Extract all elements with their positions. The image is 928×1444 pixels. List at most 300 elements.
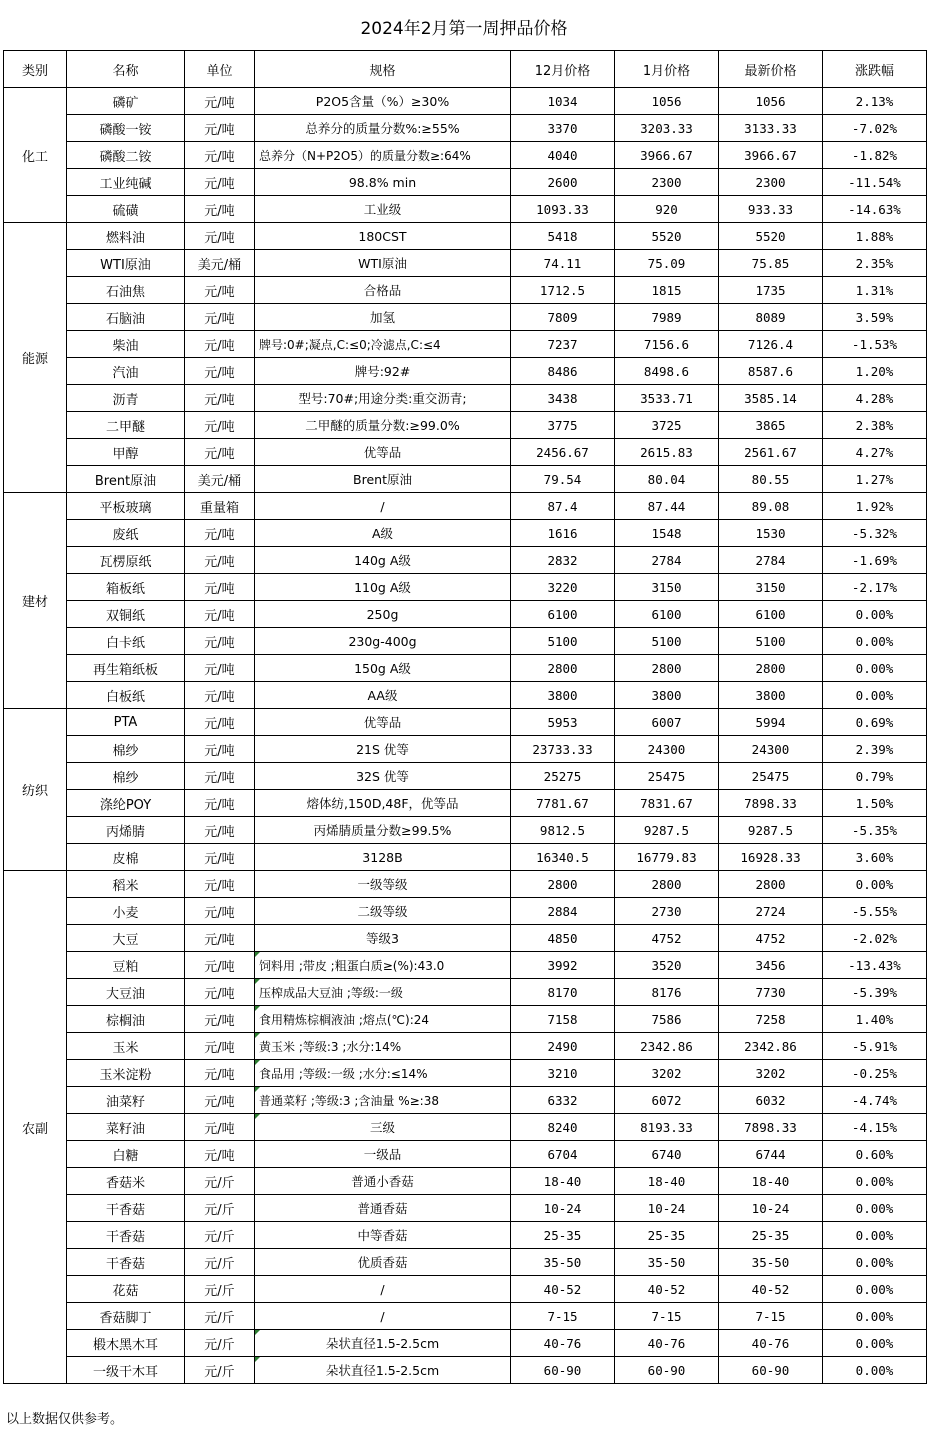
item-unit-cell: 元/吨 <box>185 979 255 1006</box>
item-unit-cell: 元/吨 <box>185 898 255 925</box>
change-pct-cell: -5.39% <box>823 979 927 1006</box>
dec-price-cell: 2832 <box>511 547 615 574</box>
jan-price-cell: 2730 <box>615 898 719 925</box>
jan-price-cell: 5520 <box>615 223 719 250</box>
item-spec-cell: 优质香菇 <box>255 1249 511 1276</box>
change-pct-cell: 1.40% <box>823 1006 927 1033</box>
item-name-cell: 皮棉 <box>67 844 185 871</box>
item-unit-cell: 元/吨 <box>185 682 255 709</box>
jan-price-cell: 3203.33 <box>615 115 719 142</box>
item-spec-cell: 等级3 <box>255 925 511 952</box>
latest-price-cell: 10-24 <box>719 1195 823 1222</box>
item-name-cell: 干香菇 <box>67 1249 185 1276</box>
item-name-cell: 沥青 <box>67 385 185 412</box>
latest-price-cell: 18-40 <box>719 1168 823 1195</box>
table-row <box>4 358 927 385</box>
change-pct-cell: 0.00% <box>823 1357 927 1384</box>
table-row <box>4 628 927 655</box>
item-name-cell: Brent原油 <box>67 466 185 493</box>
jan-price-cell: 6100 <box>615 601 719 628</box>
dec-price-cell: 7158 <box>511 1006 615 1033</box>
item-unit-cell: 元/斤 <box>185 1276 255 1303</box>
item-spec-cell: 压榨成品大豆油 ;等级:一级 <box>255 979 511 1006</box>
item-spec-cell: 牌号:0#;凝点,C:≤0;冷滤点,C:≤4 <box>255 331 511 358</box>
table-row <box>4 88 927 115</box>
table-row <box>4 520 927 547</box>
latest-price-cell: 35-50 <box>719 1249 823 1276</box>
latest-price-cell: 8089 <box>719 304 823 331</box>
jan-price-cell: 6007 <box>615 709 719 736</box>
latest-price-cell: 2300 <box>719 169 823 196</box>
item-name-cell: 燃料油 <box>67 223 185 250</box>
dec-price-cell: 4040 <box>511 142 615 169</box>
jan-price-cell: 1815 <box>615 277 719 304</box>
item-spec-cell: 普通香菇 <box>255 1195 511 1222</box>
jan-price-cell: 6740 <box>615 1141 719 1168</box>
item-unit-cell: 元/吨 <box>185 1114 255 1141</box>
dec-price-cell: 1712.5 <box>511 277 615 304</box>
table-row <box>4 1249 927 1276</box>
dec-price-cell: 1616 <box>511 520 615 547</box>
item-spec-cell: 一级等级 <box>255 871 511 898</box>
latest-price-cell: 7258 <box>719 1006 823 1033</box>
change-pct-cell: 0.00% <box>823 1249 927 1276</box>
category-cell: 能源 <box>4 223 67 493</box>
table-row <box>4 1060 927 1087</box>
change-pct-cell: -5.91% <box>823 1033 927 1060</box>
item-unit-cell: 元/斤 <box>185 1303 255 1330</box>
change-pct-cell: -14.63% <box>823 196 927 223</box>
jan-price-cell: 80.04 <box>615 466 719 493</box>
item-unit-cell: 元/吨 <box>185 277 255 304</box>
jan-price-cell: 8193.33 <box>615 1114 719 1141</box>
latest-price-cell: 25475 <box>719 763 823 790</box>
item-name-cell: 硫磺 <box>67 196 185 223</box>
item-unit-cell: 元/吨 <box>185 628 255 655</box>
dec-price-cell: 35-50 <box>511 1249 615 1276</box>
change-pct-cell: 0.00% <box>823 601 927 628</box>
item-unit-cell: 元/斤 <box>185 1330 255 1357</box>
latest-price-cell: 3133.33 <box>719 115 823 142</box>
table-row <box>4 331 927 358</box>
jan-price-cell: 75.09 <box>615 250 719 277</box>
table-row <box>4 1276 927 1303</box>
item-unit-cell: 元/吨 <box>185 88 255 115</box>
item-name-cell: 白糖 <box>67 1141 185 1168</box>
item-name-cell: 油菜籽 <box>67 1087 185 1114</box>
jan-price-cell: 7156.6 <box>615 331 719 358</box>
item-spec-cell: 朵状直径1.5-2.5cm <box>255 1357 511 1384</box>
dec-price-cell: 2490 <box>511 1033 615 1060</box>
item-spec-cell: 熔体纺,150D,48F，优等品 <box>255 790 511 817</box>
latest-price-cell: 3202 <box>719 1060 823 1087</box>
change-pct-cell: 0.00% <box>823 1303 927 1330</box>
item-unit-cell: 美元/桶 <box>185 466 255 493</box>
item-spec-cell: 三级 <box>255 1114 511 1141</box>
jan-price-cell: 7831.67 <box>615 790 719 817</box>
item-unit-cell: 元/吨 <box>185 1141 255 1168</box>
latest-price-cell: 6100 <box>719 601 823 628</box>
dec-price-cell: 23733.33 <box>511 736 615 763</box>
latest-price-cell: 3456 <box>719 952 823 979</box>
change-pct-cell: 2.39% <box>823 736 927 763</box>
item-spec-cell: 250g <box>255 601 511 628</box>
change-pct-cell: -11.54% <box>823 169 927 196</box>
table-row <box>4 763 927 790</box>
item-spec-cell: 优等品 <box>255 439 511 466</box>
item-spec-cell: / <box>255 1303 511 1330</box>
item-unit-cell: 元/斤 <box>185 1357 255 1384</box>
item-name-cell: 二甲醚 <box>67 412 185 439</box>
dec-price-cell: 6704 <box>511 1141 615 1168</box>
dec-price-cell: 3800 <box>511 682 615 709</box>
dec-price-cell: 3992 <box>511 952 615 979</box>
latest-price-cell: 40-52 <box>719 1276 823 1303</box>
dec-price-cell: 6100 <box>511 601 615 628</box>
latest-price-cell: 2800 <box>719 655 823 682</box>
dec-price-cell: 8486 <box>511 358 615 385</box>
item-spec-cell: 二甲醚的质量分数:≥99.0% <box>255 412 511 439</box>
table-row <box>4 223 927 250</box>
item-unit-cell: 美元/桶 <box>185 250 255 277</box>
item-name-cell: 椴木黑木耳 <box>67 1330 185 1357</box>
latest-price-cell: 9287.5 <box>719 817 823 844</box>
dec-price-cell: 79.54 <box>511 466 615 493</box>
dec-price-cell: 7237 <box>511 331 615 358</box>
latest-price-cell: 3585.14 <box>719 385 823 412</box>
jan-price-cell: 2784 <box>615 547 719 574</box>
item-name-cell: 平板玻璃 <box>67 493 185 520</box>
change-pct-cell: -1.82% <box>823 142 927 169</box>
dec-price-cell: 5418 <box>511 223 615 250</box>
change-pct-cell: -4.74% <box>823 1087 927 1114</box>
table-row <box>4 682 927 709</box>
item-unit-cell: 元/吨 <box>185 169 255 196</box>
item-name-cell: 稻米 <box>67 871 185 898</box>
dec-price-cell: 7-15 <box>511 1303 615 1330</box>
item-unit-cell: 元/吨 <box>185 439 255 466</box>
item-spec-cell: 饲料用 ;带皮 ;粗蛋白质≥(%):43.0 <box>255 952 511 979</box>
dec-price-cell: 60-90 <box>511 1357 615 1384</box>
table-row <box>4 547 927 574</box>
item-unit-cell: 元/斤 <box>185 1249 255 1276</box>
latest-price-cell: 7898.33 <box>719 1114 823 1141</box>
col-header-jan-price: 1月价格 <box>615 51 719 88</box>
item-spec-cell: AA级 <box>255 682 511 709</box>
jan-price-cell: 35-50 <box>615 1249 719 1276</box>
jan-price-cell: 4752 <box>615 925 719 952</box>
latest-price-cell: 80.55 <box>719 466 823 493</box>
item-spec-cell: 工业级 <box>255 196 511 223</box>
table-row <box>4 1303 927 1330</box>
change-pct-cell: -13.43% <box>823 952 927 979</box>
jan-price-cell: 10-24 <box>615 1195 719 1222</box>
change-pct-cell: 3.60% <box>823 844 927 871</box>
item-spec-cell: 98.8% min <box>255 169 511 196</box>
item-name-cell: 小麦 <box>67 898 185 925</box>
latest-price-cell: 7126.4 <box>719 331 823 358</box>
item-unit-cell: 元/斤 <box>185 1168 255 1195</box>
item-unit-cell: 元/吨 <box>185 1087 255 1114</box>
dec-price-cell: 74.11 <box>511 250 615 277</box>
dec-price-cell: 2884 <box>511 898 615 925</box>
table-row <box>4 601 927 628</box>
jan-price-cell: 3725 <box>615 412 719 439</box>
item-unit-cell: 元/吨 <box>185 844 255 871</box>
jan-price-cell: 16779.83 <box>615 844 719 871</box>
item-name-cell: 箱板纸 <box>67 574 185 601</box>
table-row <box>4 817 927 844</box>
dec-price-cell: 16340.5 <box>511 844 615 871</box>
item-name-cell: 丙烯腈 <box>67 817 185 844</box>
change-pct-cell: 0.00% <box>823 1168 927 1195</box>
table-row <box>4 574 927 601</box>
latest-price-cell: 40-76 <box>719 1330 823 1357</box>
col-header-change: 涨跌幅 <box>823 51 927 88</box>
change-pct-cell: 3.59% <box>823 304 927 331</box>
item-spec-cell: 180CST <box>255 223 511 250</box>
jan-price-cell: 3202 <box>615 1060 719 1087</box>
table-row <box>4 493 927 520</box>
change-pct-cell: 1.50% <box>823 790 927 817</box>
item-unit-cell: 元/吨 <box>185 952 255 979</box>
latest-price-cell: 6744 <box>719 1141 823 1168</box>
item-spec-cell: A级 <box>255 520 511 547</box>
jan-price-cell: 9287.5 <box>615 817 719 844</box>
item-spec-cell: 普通菜籽 ;等级:3 ;含油量 %≥:38 <box>255 1087 511 1114</box>
jan-price-cell: 7-15 <box>615 1303 719 1330</box>
item-unit-cell: 元/吨 <box>185 925 255 952</box>
table-row <box>4 466 927 493</box>
change-pct-cell: 1.27% <box>823 466 927 493</box>
item-name-cell: 废纸 <box>67 520 185 547</box>
dec-price-cell: 40-52 <box>511 1276 615 1303</box>
jan-price-cell: 8498.6 <box>615 358 719 385</box>
change-pct-cell: 1.20% <box>823 358 927 385</box>
item-name-cell: 磷矿 <box>67 88 185 115</box>
jan-price-cell: 3150 <box>615 574 719 601</box>
item-unit-cell: 元/吨 <box>185 817 255 844</box>
table-row <box>4 871 927 898</box>
change-pct-cell: 0.00% <box>823 628 927 655</box>
item-spec-cell: 32S 优等 <box>255 763 511 790</box>
table-row <box>4 304 927 331</box>
jan-price-cell: 2800 <box>615 871 719 898</box>
item-unit-cell: 元/吨 <box>185 574 255 601</box>
item-spec-cell: / <box>255 493 511 520</box>
change-pct-cell: 0.00% <box>823 1222 927 1249</box>
dec-price-cell: 3220 <box>511 574 615 601</box>
item-spec-cell: Brent原油 <box>255 466 511 493</box>
dec-price-cell: 7781.67 <box>511 790 615 817</box>
table-row <box>4 655 927 682</box>
latest-price-cell: 25-35 <box>719 1222 823 1249</box>
table-row <box>4 412 927 439</box>
item-unit-cell: 元/吨 <box>185 520 255 547</box>
table-row <box>4 1330 927 1357</box>
change-pct-cell: -1.53% <box>823 331 927 358</box>
table-row <box>4 925 927 952</box>
item-spec-cell: 食品用 ;等级:一级 ;水分:≤14% <box>255 1060 511 1087</box>
jan-price-cell: 3966.67 <box>615 142 719 169</box>
item-spec-cell: 丙烯腈质量分数≥99.5% <box>255 817 511 844</box>
table-row <box>4 1006 927 1033</box>
jan-price-cell: 2615.83 <box>615 439 719 466</box>
item-unit-cell: 元/吨 <box>185 601 255 628</box>
item-name-cell: 干香菇 <box>67 1195 185 1222</box>
col-header-category: 类别 <box>4 51 67 88</box>
price-table <box>3 50 927 1384</box>
item-name-cell: 干香菇 <box>67 1222 185 1249</box>
item-unit-cell: 元/吨 <box>185 196 255 223</box>
jan-price-cell: 3520 <box>615 952 719 979</box>
footnote: 以上数据仅供参考。 <box>6 1412 124 1427</box>
jan-price-cell: 40-76 <box>615 1330 719 1357</box>
dec-price-cell: 5100 <box>511 628 615 655</box>
table-row <box>4 385 927 412</box>
item-name-cell: 大豆 <box>67 925 185 952</box>
change-pct-cell: 0.00% <box>823 682 927 709</box>
jan-price-cell: 7586 <box>615 1006 719 1033</box>
item-spec-cell: 140g A级 <box>255 547 511 574</box>
item-spec-cell: 加氢 <box>255 304 511 331</box>
jan-price-cell: 87.44 <box>615 493 719 520</box>
item-name-cell: PTA <box>67 709 185 736</box>
page-title: 2024年2月第一周押品价格 <box>360 19 568 39</box>
latest-price-cell: 6032 <box>719 1087 823 1114</box>
item-unit-cell: 元/吨 <box>185 871 255 898</box>
latest-price-cell: 2342.86 <box>719 1033 823 1060</box>
latest-price-cell: 933.33 <box>719 196 823 223</box>
jan-price-cell: 25475 <box>615 763 719 790</box>
change-pct-cell: 0.60% <box>823 1141 927 1168</box>
item-name-cell: 石油焦 <box>67 277 185 304</box>
table-row <box>4 169 927 196</box>
table-row <box>4 1033 927 1060</box>
jan-price-cell: 60-90 <box>615 1357 719 1384</box>
dec-price-cell: 87.4 <box>511 493 615 520</box>
change-pct-cell: 4.27% <box>823 439 927 466</box>
table-header-row <box>4 51 927 88</box>
latest-price-cell: 2800 <box>719 871 823 898</box>
item-unit-cell: 元/吨 <box>185 709 255 736</box>
item-spec-cell: 150g A级 <box>255 655 511 682</box>
item-unit-cell: 元/吨 <box>185 331 255 358</box>
item-spec-cell: 黄玉米 ;等级:3 ;水分:14% <box>255 1033 511 1060</box>
item-name-cell: 甲醇 <box>67 439 185 466</box>
dec-price-cell: 9812.5 <box>511 817 615 844</box>
dec-price-cell: 3210 <box>511 1060 615 1087</box>
jan-price-cell: 25-35 <box>615 1222 719 1249</box>
table-row <box>4 1168 927 1195</box>
dec-price-cell: 1093.33 <box>511 196 615 223</box>
dec-price-cell: 2800 <box>511 655 615 682</box>
item-unit-cell: 元/吨 <box>185 1060 255 1087</box>
latest-price-cell: 4752 <box>719 925 823 952</box>
item-spec-cell: 合格品 <box>255 277 511 304</box>
item-name-cell: 大豆油 <box>67 979 185 1006</box>
table-row <box>4 898 927 925</box>
item-unit-cell: 元/吨 <box>185 142 255 169</box>
table-row <box>4 1141 927 1168</box>
latest-price-cell: 7898.33 <box>719 790 823 817</box>
dec-price-cell: 2800 <box>511 871 615 898</box>
change-pct-cell: 1.88% <box>823 223 927 250</box>
col-header-latest-price: 最新价格 <box>719 51 823 88</box>
change-pct-cell: -1.69% <box>823 547 927 574</box>
latest-price-cell: 2561.67 <box>719 439 823 466</box>
table-row <box>4 844 927 871</box>
item-name-cell: 香菇脚丁 <box>67 1303 185 1330</box>
table-row <box>4 709 927 736</box>
table-row <box>4 736 927 763</box>
jan-price-cell: 1548 <box>615 520 719 547</box>
change-pct-cell: 1.92% <box>823 493 927 520</box>
dec-price-cell: 3438 <box>511 385 615 412</box>
col-header-dec-price: 12月价格 <box>511 51 615 88</box>
item-name-cell: 豆粕 <box>67 952 185 979</box>
item-unit-cell: 元/吨 <box>185 763 255 790</box>
latest-price-cell: 2784 <box>719 547 823 574</box>
item-name-cell: 白卡纸 <box>67 628 185 655</box>
dec-price-cell: 3775 <box>511 412 615 439</box>
table-row <box>4 790 927 817</box>
item-name-cell: 棉纱 <box>67 763 185 790</box>
change-pct-cell: 2.13% <box>823 88 927 115</box>
dec-price-cell: 5953 <box>511 709 615 736</box>
latest-price-cell: 3800 <box>719 682 823 709</box>
table-row <box>4 439 927 466</box>
item-name-cell: 香菇米 <box>67 1168 185 1195</box>
item-unit-cell: 元/吨 <box>185 547 255 574</box>
latest-price-cell: 5994 <box>719 709 823 736</box>
item-name-cell: 石脑油 <box>67 304 185 331</box>
latest-price-cell: 3966.67 <box>719 142 823 169</box>
item-unit-cell: 元/吨 <box>185 1033 255 1060</box>
jan-price-cell: 8176 <box>615 979 719 1006</box>
col-header-unit: 单位 <box>185 51 255 88</box>
item-name-cell: 菜籽油 <box>67 1114 185 1141</box>
dec-price-cell: 40-76 <box>511 1330 615 1357</box>
jan-price-cell: 5100 <box>615 628 719 655</box>
item-name-cell: 一级干木耳 <box>67 1357 185 1384</box>
item-spec-cell: / <box>255 1276 511 1303</box>
dec-price-cell: 25-35 <box>511 1222 615 1249</box>
item-name-cell: 双铜纸 <box>67 601 185 628</box>
change-pct-cell: 0.00% <box>823 1330 927 1357</box>
change-pct-cell: 2.35% <box>823 250 927 277</box>
item-spec-cell: 21S 优等 <box>255 736 511 763</box>
item-spec-cell: 一级品 <box>255 1141 511 1168</box>
latest-price-cell: 5520 <box>719 223 823 250</box>
change-pct-cell: -5.55% <box>823 898 927 925</box>
item-spec-cell: WTI原油 <box>255 250 511 277</box>
table-row <box>4 979 927 1006</box>
item-unit-cell: 元/吨 <box>185 790 255 817</box>
change-pct-cell: 2.38% <box>823 412 927 439</box>
item-spec-cell: 牌号:92# <box>255 358 511 385</box>
latest-price-cell: 7730 <box>719 979 823 1006</box>
dec-price-cell: 10-24 <box>511 1195 615 1222</box>
item-unit-cell: 元/吨 <box>185 655 255 682</box>
change-pct-cell: 0.79% <box>823 763 927 790</box>
dec-price-cell: 4850 <box>511 925 615 952</box>
change-pct-cell: 0.69% <box>823 709 927 736</box>
table-row <box>4 250 927 277</box>
jan-price-cell: 2800 <box>615 655 719 682</box>
item-name-cell: 玉米淀粉 <box>67 1060 185 1087</box>
latest-price-cell: 8587.6 <box>719 358 823 385</box>
